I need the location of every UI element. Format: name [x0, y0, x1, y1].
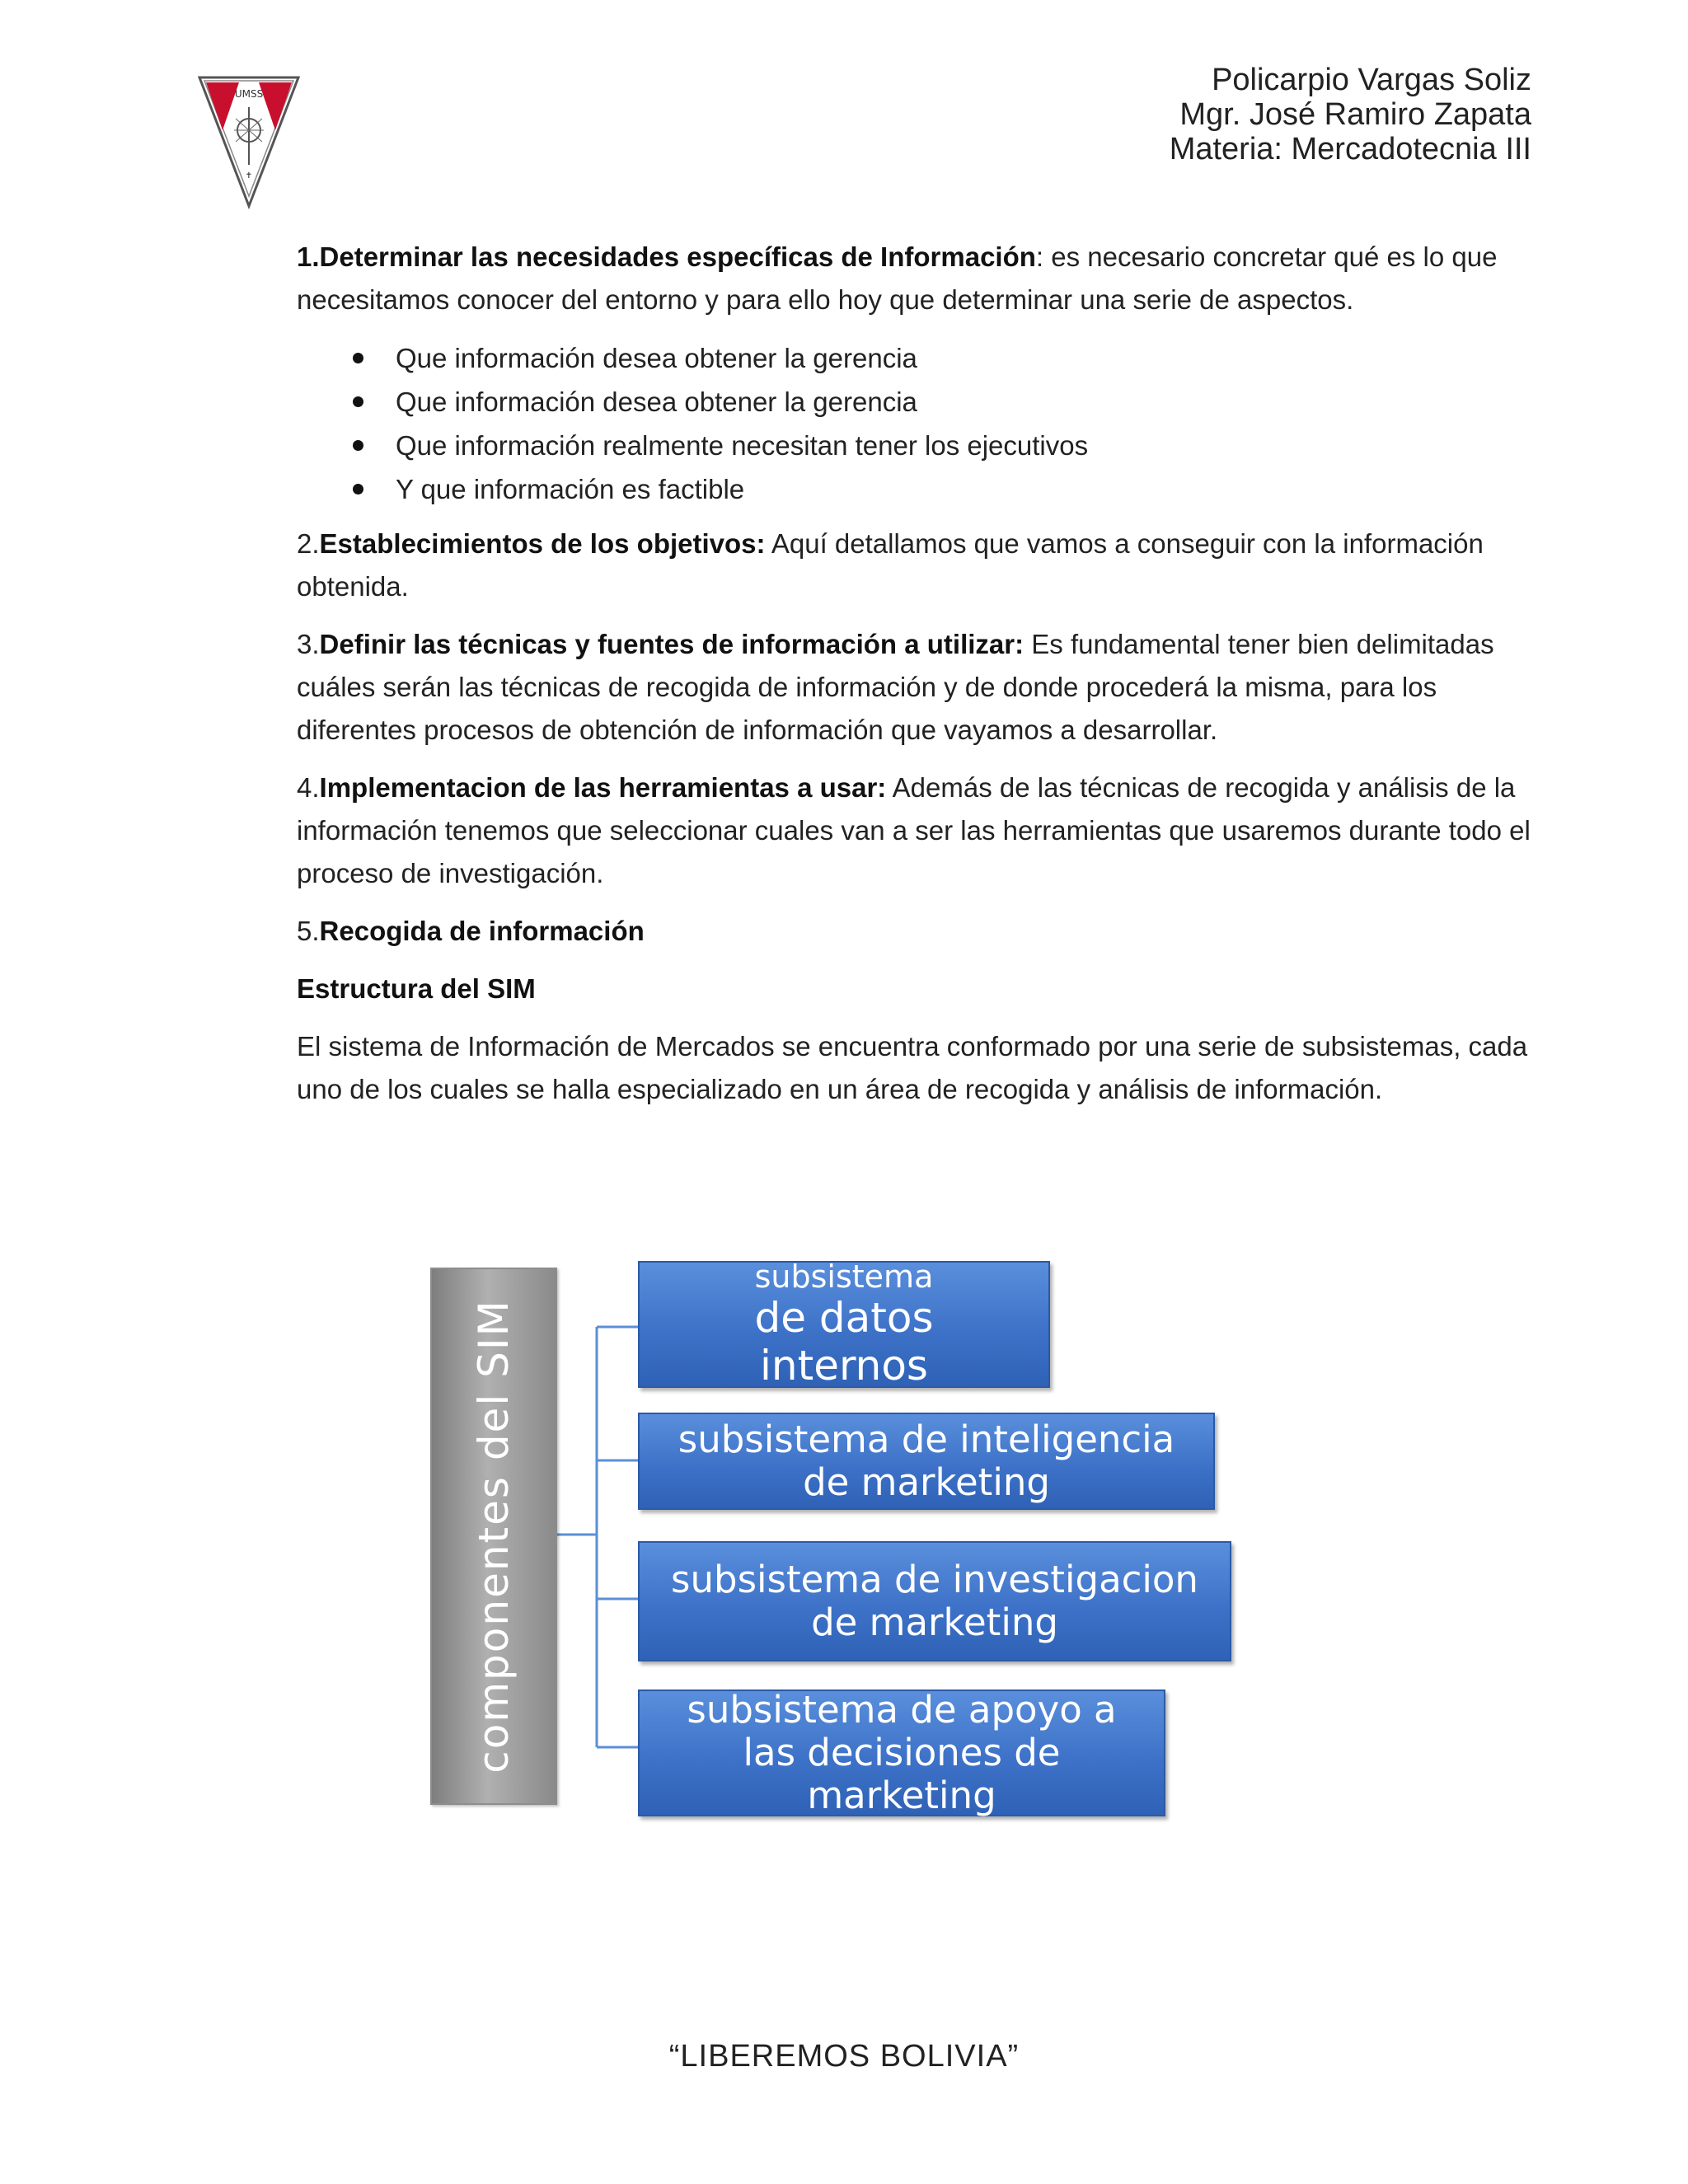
p2-text: Aquí detallamos que vamos a conseguir con la información obtenida. [297, 528, 1484, 602]
p2-bold: Establecimientos de los objetivos: [319, 528, 766, 559]
header-subject: Materia: Mercadotecnia III [1169, 132, 1531, 166]
header-author: Policarpio Vargas Soliz [1212, 63, 1531, 97]
box4-label: subsistema de apoyo a las decisiones de marketing [687, 1688, 1117, 1817]
paragraph-6: El sistema de Información de Mercados se encuentra conformado por una serie de subsistemas, cada uno de los cuales se halla especializado en un área de recogida y análisis de información. [297, 1031, 1528, 1104]
p1-bold: Determinar las necesidades específicas de Información [319, 241, 1036, 272]
p5-number: 5. [297, 916, 320, 946]
svg-text:UMSS: UMSS [234, 88, 264, 100]
university-logo [198, 73, 300, 209]
sim-root-label: componentes del SIM [470, 1299, 518, 1774]
paragraph-4 [297, 766, 1533, 895]
p3-text: Es fundamental tener bien delimitadas cuáles serán las técnicas de recogida de información y de donde procederá la misma, para los diferentes procesos de obtención de información que vayamos a desarrollar. [297, 629, 1494, 745]
p4-number: 4. [297, 772, 320, 803]
bullet-list [297, 336, 1533, 511]
paragraph-3 [297, 623, 1533, 752]
box1-big-text-a: de datos [754, 1294, 934, 1343]
box1-small-text: subsistema [754, 1258, 934, 1295]
sim-diagram [313, 1236, 1253, 1830]
list-item: Que información realmente necesitan tener los ejecutivos [297, 424, 1533, 467]
box2-label: subsistema de inteligencia de marketing [678, 1418, 1175, 1504]
document-body [297, 236, 1533, 1126]
subsystem-decision-support-box [638, 1690, 1165, 1816]
p5-bold: Recogida de información [319, 916, 645, 946]
svg-text:✝: ✝ [245, 171, 253, 180]
list-item: Que información desea obtener la gerencia [297, 380, 1533, 424]
p3-bold: Definir las técnicas y fuentes de información a utilizar: [319, 629, 1025, 659]
paragraph-2 [297, 523, 1533, 608]
list-item: Y que información es factible [297, 467, 1533, 511]
header-teacher: Mgr. José Ramiro Zapata [1179, 97, 1531, 132]
section-heading-text: Estructura del SIM [297, 973, 536, 1004]
p1-number: 1. [297, 241, 320, 272]
subsystem-research-box [638, 1541, 1231, 1661]
subsystem-internal-data-box [638, 1258, 1050, 1390]
box3-label: subsistema de investigacion de marketing [671, 1558, 1198, 1644]
section-heading [297, 968, 1533, 1010]
subsystem-intelligence-box [638, 1413, 1215, 1510]
paragraph-1 [297, 236, 1533, 321]
paragraph-5 [297, 910, 1533, 953]
p1-text: : es necesario concretar qué es lo que necesitamos conocer del entorno y para ello hoy que determinar una serie de aspectos. [297, 241, 1498, 315]
document-footer: “LIBEREMOS BOLIVIA” [668, 2039, 1020, 2074]
p4-text: Además de las técnicas de recogida y análisis de la información tenemos que seleccionar cuales van a ser las herramientas que usaremos durante todo el proceso de investigación. [297, 772, 1531, 888]
document-header [1170, 63, 1531, 166]
p2-number: 2. [297, 528, 320, 559]
p3-number: 3. [297, 629, 320, 659]
box1-big-text-b: internos [760, 1341, 928, 1390]
p4-bold: Implementacion de las herramientas a usar: [319, 772, 887, 803]
list-item: Que información desea obtener la gerencia [297, 336, 1533, 380]
sim-root-box [430, 1268, 557, 1805]
